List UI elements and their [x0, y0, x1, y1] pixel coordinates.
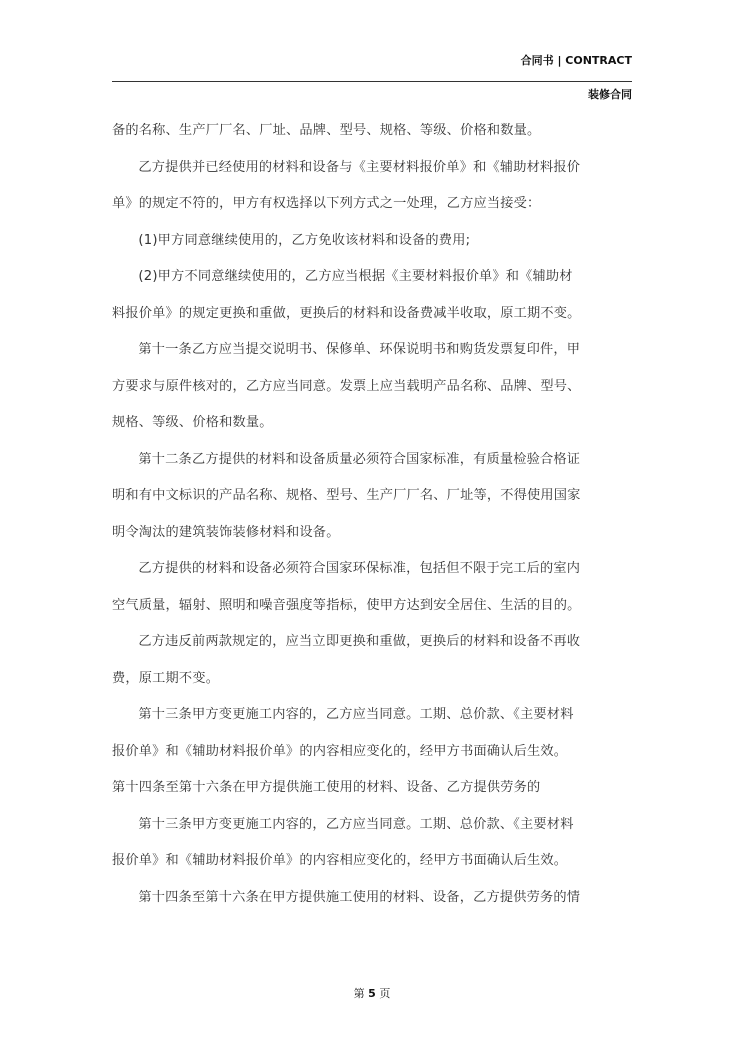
page-footer [0, 985, 744, 1001]
paragraph-line: 方要求与原件核对的，乙方应当同意。发票上应当载明产品名称、品牌、型号、 [112, 378, 581, 394]
paragraph-line: (1)甲方同意继续使用的，乙方免收该材料和设备的费用; [138, 232, 471, 248]
paragraph-line: 报价单》和《辅助材料报价单》的内容相应变化的，经甲方书面确认后生效。 [112, 853, 568, 868]
paragraph-line: 明令淘汰的建筑装饰装修材料和设备。 [112, 524, 340, 540]
paragraph-line: (2)甲方不同意继续使用的，乙方应当根据《主要材料报价单》和《辅助材 [138, 269, 573, 284]
page-label-suffix: 页 [379, 987, 391, 1000]
paragraph-line: 备的名称、生产厂厂名、厂址、品牌、型号、规格、等级、价格和数量。 [112, 123, 541, 138]
paragraph-line: 第十四条至第十六条在甲方提供施工使用的材料、设备，乙方提供劳务的情 [138, 889, 581, 905]
page-header-subtitle: 装修合同 [588, 88, 632, 101]
paragraph-line: 空气质量，辐射、照明和噪音强度等指标，使甲方达到安全居住、生活的目的。 [112, 597, 581, 613]
page-header-title: 合同书 | CONTRACT [520, 54, 632, 67]
paragraph-line: 乙方提供并已经使用的材料和设备与《主要材料报价单》和《辅助材料报价 [138, 159, 581, 175]
paragraph-line: 第十二条乙方提供的材料和设备质量必须符合国家标准，有质量检验合格证 [138, 451, 581, 467]
paragraph-line: 乙方违反前两款规定的，应当立即更换和重做，更换后的材料和设备不再收 [138, 634, 581, 649]
paragraph-line: 报价单》和《辅助材料报价单》的内容相应变化的，经甲方书面确认后生效。 [112, 743, 568, 759]
page-label-prefix: 第 [353, 987, 365, 1000]
paragraph-line: 明和有中文标识的产品名称、规格、型号、生产厂厂名、厂址等，不得使用国家 [112, 488, 581, 503]
header-divider [112, 81, 632, 82]
paragraph-line: 规格、等级、价格和数量。 [112, 415, 273, 430]
paragraph-line: 费，原工期不变。 [112, 670, 220, 686]
paragraph-line: 单》的规定不符的，甲方有权选择以下列方式之一处理，乙方应当接受： [112, 196, 541, 211]
document-body [112, 113, 632, 916]
paragraph-line: 第十三条甲方变更施工内容的，乙方应当同意。工期、总价款、《主要材料 [138, 707, 574, 722]
page-number: 5 [368, 987, 376, 1000]
paragraph-line: 第十三条甲方变更施工内容的，乙方应当同意。工期、总价款、《主要材料 [138, 816, 574, 832]
paragraph-line: 第十四条至第十六条在甲方提供施工使用的材料、设备、乙方提供劳务的 [112, 780, 541, 795]
paragraph-line: 料报价单》的规定更换和重做，更换后的材料和设备费减半收取，原工期不变。 [112, 305, 581, 321]
paragraph-line: 乙方提供的材料和设备必须符合国家环保标准，包括但不限于完工后的室内 [138, 561, 581, 576]
paragraph-line: 第十一条乙方应当提交说明书、保修单、环保说明书和购货发票复印件，甲 [138, 342, 581, 357]
